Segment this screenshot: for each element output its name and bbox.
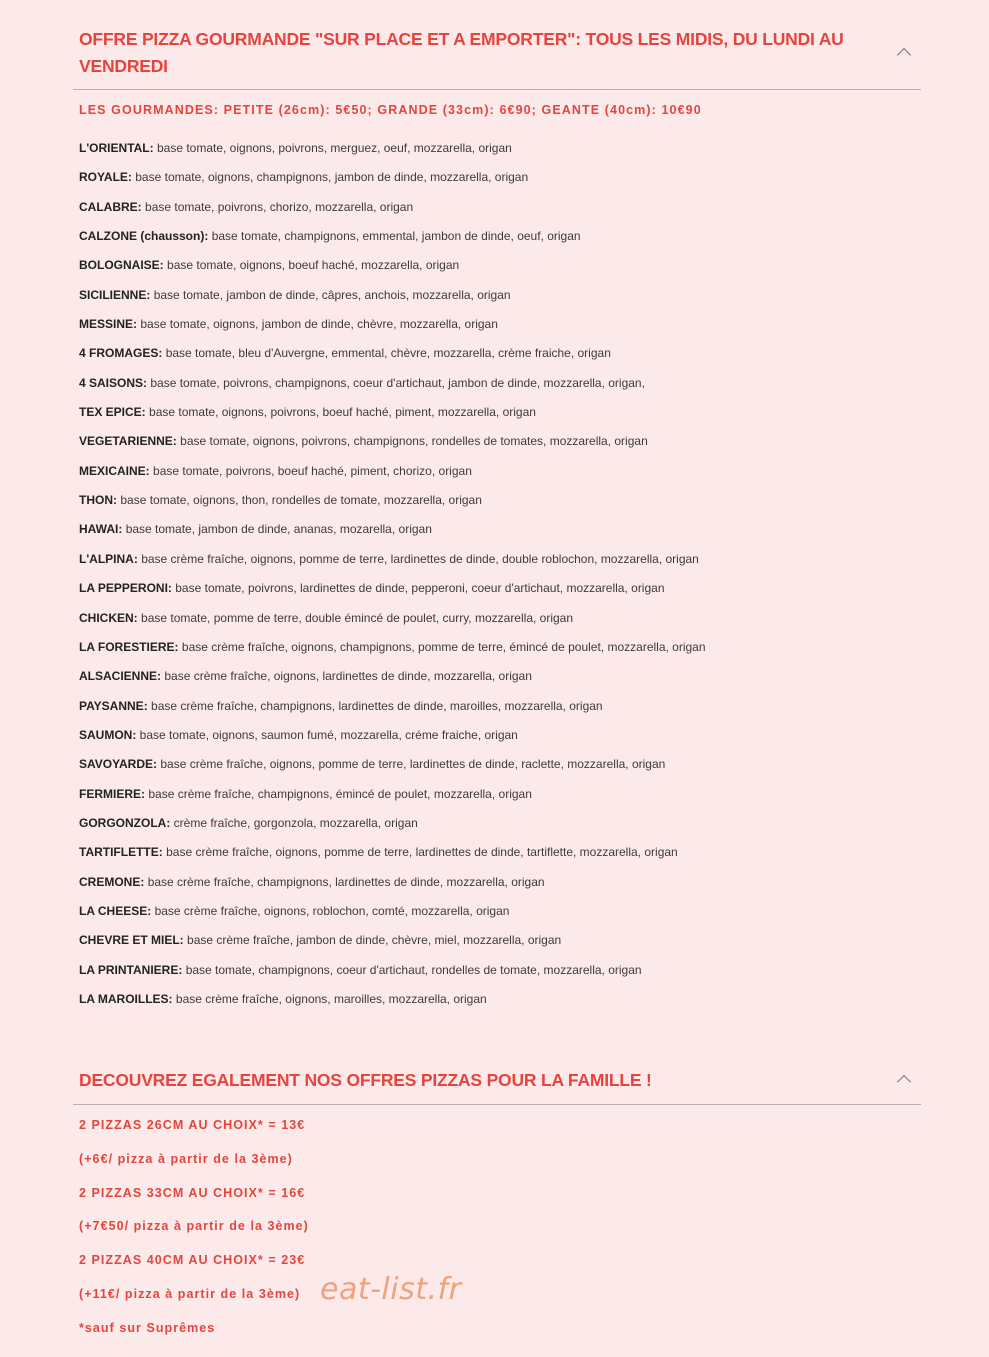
list-item bbox=[79, 903, 921, 932]
pizza-ingredients: base tomate, pomme de terre, double émincé de poulet, curry, mozzarella, origan bbox=[141, 610, 574, 625]
divider bbox=[73, 89, 921, 90]
pizza-ingredients: base tomate, champignons, coeur d'artichaut, rondelles de tomate, mozzarella, origan bbox=[185, 962, 642, 977]
list-item bbox=[79, 199, 921, 228]
watermark: eat-list.fr bbox=[320, 1272, 462, 1307]
pizza-ingredients: base tomate, oignons, champignons, jambon de dinde, mozzarella, origan bbox=[135, 170, 529, 185]
pizza-name: MEXICAINE: bbox=[79, 463, 150, 478]
pizza-ingredients: base crème fraîche, oignons, maroilles, mozzarella, origan bbox=[175, 991, 487, 1006]
price-line: LES GOURMANDES: PETITE (26cm): 5€50; GRANDE (33cm): 6€90; GEANTE (40cm): 10€90 bbox=[79, 103, 702, 117]
pizza-name: FERMIERE: bbox=[79, 786, 145, 801]
pizza-name: 4 FROMAGES: bbox=[79, 346, 163, 361]
list-item bbox=[79, 316, 921, 345]
pizza-name: SAUMON: bbox=[79, 727, 137, 742]
section-title: OFFRE PIZZA GOURMANDE "SUR PLACE ET A EMPORTER": TOUS LES MIDIS, DU LUNDI AU VENDREDI bbox=[79, 29, 844, 76]
pizza-ingredients: base crème fraîche, champignons, émincé de poulet, mozzarella, origan bbox=[148, 786, 532, 801]
pizza-ingredients: base crème fraîche, oignons, pomme de terre, lardinettes de dinde, tartiflette, mozzarella, origan bbox=[166, 845, 678, 860]
offer-line: (+6€/ pizza à partir de la 3ème) bbox=[79, 1151, 293, 1166]
list-item bbox=[79, 580, 921, 609]
pizza-name: LA PRINTANIERE: bbox=[79, 962, 183, 977]
pizza-ingredients: base tomate, jambon de dinde, ananas, mozarella, origan bbox=[125, 522, 432, 537]
pizza-ingredients: base crème fraîche, jambon de dinde, chèvre, miel, mozzarella, origan bbox=[187, 933, 562, 948]
pizza-ingredients: base crème fraîche, oignons, pomme de terre, lardinettes de dinde, raclette, mozzarella, origan bbox=[160, 757, 666, 772]
pizza-ingredients: base tomate, oignons, poivrons, boeuf haché, piment, mozzarella, origan bbox=[149, 405, 536, 420]
pizza-ingredients: base tomate, champignons, emmental, jambon de dinde, oeuf, origan bbox=[211, 229, 581, 244]
pizza-ingredients: base tomate, oignons, boeuf haché, mozzarella, origan bbox=[167, 258, 460, 273]
offer-line: (+11€/ pizza à partir de la 3ème) bbox=[79, 1286, 301, 1301]
pizza-name: L'ALPINA: bbox=[79, 551, 138, 566]
list-item bbox=[79, 169, 921, 198]
pizza-ingredients: base crème fraîche, oignons, lardinettes de dinde, mozzarella, origan bbox=[164, 669, 532, 684]
list-item bbox=[79, 287, 921, 316]
list-item bbox=[79, 668, 921, 697]
list-item bbox=[79, 639, 921, 668]
offer-line: 2 PIZZAS 40CM AU CHOIX* = 23€ bbox=[79, 1253, 306, 1268]
pizza-name: LA FORESTIERE: bbox=[79, 639, 179, 654]
pizza-name: ROYALE: bbox=[79, 170, 132, 185]
pizza-name: LA PEPPERONI: bbox=[79, 581, 172, 596]
pizza-name: VEGETARIENNE: bbox=[79, 434, 177, 449]
list-item bbox=[79, 610, 921, 639]
list-item bbox=[79, 551, 921, 580]
pizza-gourmande-section bbox=[73, 26, 921, 1020]
list-item bbox=[79, 786, 921, 815]
pizza-name: LA CHEESE: bbox=[79, 903, 152, 918]
pizza-name: TARTIFLETTE: bbox=[79, 845, 163, 860]
list-item bbox=[79, 874, 921, 903]
list-item bbox=[79, 463, 921, 492]
offer-line: 2 PIZZAS 26CM AU CHOIX* = 13€ bbox=[79, 1118, 306, 1132]
pizza-ingredients: base tomate, poivrons, champignons, coeur d'artichaut, jambon de dinde, mozzarella, origan, bbox=[150, 375, 645, 390]
pizza-name: LA MAROILLES: bbox=[79, 991, 173, 1006]
list-item bbox=[79, 521, 921, 550]
pizza-name: BOLOGNAISE: bbox=[79, 258, 164, 273]
pizza-name: MESSINE: bbox=[79, 317, 138, 332]
pizza-ingredients: base tomate, oignons, thon, rondelles de tomate, mozzarella, origan bbox=[120, 493, 482, 508]
pizza-list bbox=[73, 140, 921, 1020]
offer-line: 2 PIZZAS 33CM AU CHOIX* = 16€ bbox=[79, 1185, 306, 1200]
list-item bbox=[79, 345, 921, 374]
section-header[interactable] bbox=[73, 1067, 921, 1104]
pizza-name: CHEVRE ET MIEL: bbox=[79, 933, 184, 948]
pizza-name: GORGONZOLA: bbox=[79, 815, 171, 830]
list-item bbox=[79, 140, 921, 169]
pizza-name: ALSACIENNE: bbox=[79, 669, 162, 684]
pizza-name: HAWAI: bbox=[79, 522, 123, 537]
list-item bbox=[79, 228, 921, 257]
pizza-ingredients: base tomate, bleu d'Auvergne, emmental, chèvre, mozzarella, crème fraiche, origan bbox=[165, 346, 611, 361]
pizza-name: CALABRE: bbox=[79, 199, 142, 214]
pizza-name: 4 SAISONS: bbox=[79, 375, 148, 390]
list-item bbox=[79, 404, 921, 433]
pizza-ingredients: base tomate, jambon de dinde, câpres, anchois, mozzarella, origan bbox=[153, 287, 511, 302]
pizza-ingredients: base tomate, oignons, saumon fumé, mozzarella, créme fraiche, origan bbox=[139, 727, 518, 742]
pizza-ingredients: base crème fraîche, oignons, pomme de terre, lardinettes de dinde, double roblochon, mozzarella, origan bbox=[141, 551, 699, 566]
pizza-ingredients: base tomate, poivrons, lardinettes de dinde, pepperoni, coeur d'artichaut, mozzarella, origan bbox=[175, 581, 665, 596]
divider bbox=[73, 1104, 921, 1105]
list-item bbox=[79, 962, 921, 991]
pizza-ingredients: base crème fraîche, oignons, roblochon, comté, mozzarella, origan bbox=[154, 903, 510, 918]
list-item bbox=[79, 492, 921, 521]
pizza-ingredients: base tomate, oignons, poivrons, merguez, oeuf, mozzarella, origan bbox=[156, 141, 512, 155]
pizza-name: L'ORIENTAL: bbox=[79, 141, 154, 155]
pizza-ingredients: base crème fraîche, champignons, lardinettes de dinde, mozzarella, origan bbox=[147, 874, 545, 889]
list-item bbox=[79, 844, 921, 873]
list-item bbox=[79, 433, 921, 462]
pizza-name: TEX EPICE: bbox=[79, 405, 146, 420]
list-item bbox=[79, 257, 921, 286]
pizza-name: SAVOYARDE: bbox=[79, 757, 158, 772]
pizza-ingredients: base tomate, poivrons, chorizo, mozzarella, origan bbox=[145, 199, 414, 214]
pizza-name: PAYSANNE: bbox=[79, 698, 148, 713]
pizza-ingredients: base crème fraîche, champignons, lardinettes de dinde, maroilles, mozzarella, origan bbox=[151, 698, 603, 713]
offer-line: (+7€50/ pizza à partir de la 3ème) bbox=[79, 1219, 309, 1234]
pizza-ingredients: base tomate, oignons, poivrons, champignons, rondelles de tomates, mozzarella, origan bbox=[180, 434, 648, 449]
offer-list bbox=[73, 1117, 921, 1354]
pizza-name: THON: bbox=[79, 493, 117, 508]
pizza-name: SICILIENNE: bbox=[79, 287, 151, 302]
list-item bbox=[79, 727, 921, 756]
list-item bbox=[79, 991, 921, 1020]
family-offers-section bbox=[73, 1067, 921, 1354]
list-item bbox=[79, 932, 921, 961]
list-item bbox=[79, 698, 921, 727]
offer-line: *sauf sur Suprêmes bbox=[79, 1320, 216, 1335]
pizza-ingredients: base tomate, oignons, jambon de dinde, chèvre, mozzarella, origan bbox=[140, 317, 498, 332]
list-item bbox=[79, 815, 921, 844]
pizza-name: CREMONE: bbox=[79, 874, 145, 889]
pizza-ingredients: crème fraîche, gorgonzola, mozzarella, origan bbox=[173, 815, 418, 830]
section-header[interactable] bbox=[73, 26, 921, 89]
section-title: DECOUVREZ EGALEMENT NOS OFFRES PIZZAS POUR LA FAMILLE ! bbox=[79, 1070, 652, 1090]
pizza-name: CALZONE (chausson): bbox=[79, 229, 209, 244]
pizza-ingredients: base tomate, poivrons, boeuf haché, piment, chorizo, origan bbox=[153, 463, 472, 478]
pizza-ingredients: base crème fraîche, oignons, champignons, pomme de terre, émincé de poulet, mozzarella, origan bbox=[181, 639, 706, 654]
pizza-name: CHICKEN: bbox=[79, 610, 138, 625]
list-item bbox=[79, 756, 921, 785]
list-item bbox=[79, 375, 921, 404]
